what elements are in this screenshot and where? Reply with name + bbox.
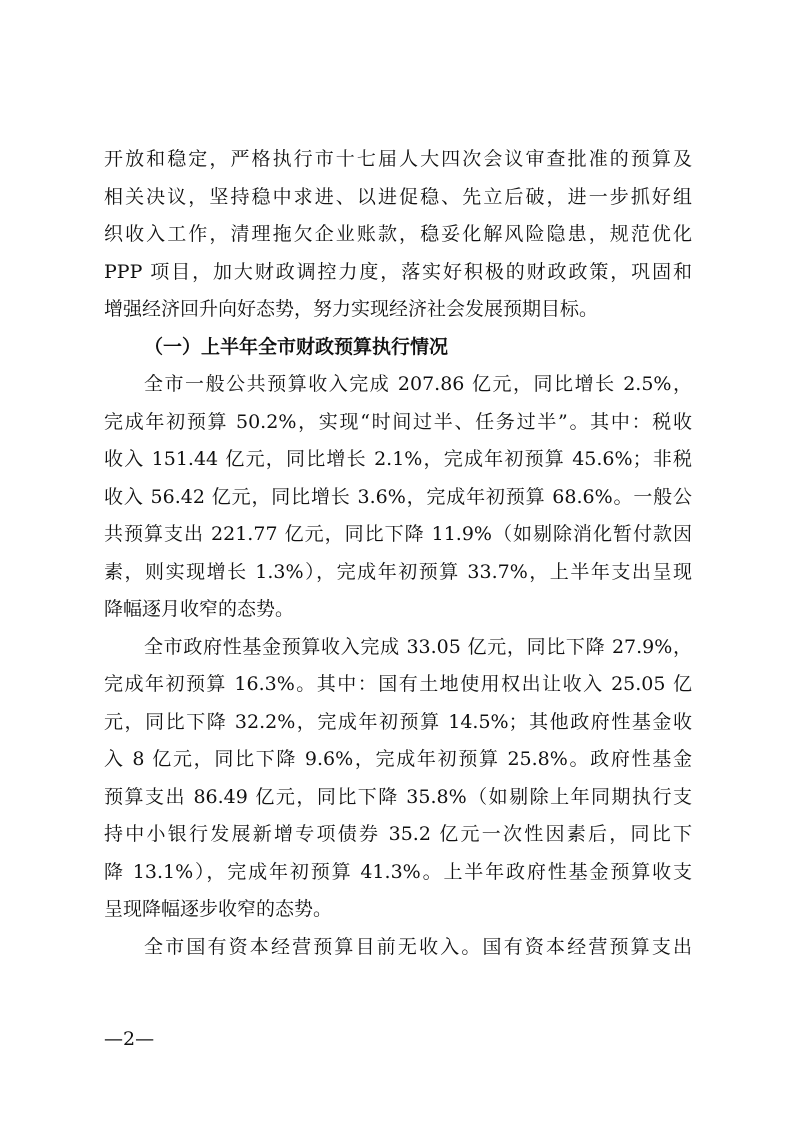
page-number: —2— — [104, 1028, 155, 1050]
paragraph-line: 降幅逐月收窄的态势。 — [104, 598, 295, 620]
paragraph-line: 开放和稳定，严格执行市十七届人大四次会议审查批准的预算及 — [104, 148, 692, 170]
paragraph-line: 全市政府性基金预算收入完成 33.05 亿元，同比下降 27.9%， — [144, 635, 692, 658]
paragraph-line: PPP 项目，加大财政调控力度，落实好积极的财政政策，巩固和 — [104, 260, 692, 283]
paragraph-line: 收入 151.44 亿元，同比增长 2.1%，完成年初预算 45.6%；非税 — [104, 448, 692, 470]
paragraph-line: 完成年初预算 16.3%。其中：国有土地使用权出让收入 25.05 亿 — [104, 673, 692, 695]
paragraph-line: 全市一般公共预算收入完成 207.86 亿元，同比增长 2.5%， — [144, 373, 692, 395]
paragraph-line: 元，同比下降 32.2%，完成年初预算 14.5%；其他政府性基金收 — [104, 710, 692, 733]
paragraph-line: 预算支出 86.49 亿元，同比下降 35.8%（如剔除上年同期执行支 — [104, 785, 692, 808]
paragraph-line: 相关决议，坚持稳中求进、以进促稳、先立后破，进一步抓好组 — [104, 185, 692, 208]
paragraph-line: 呈现降幅逐步收窄的态势。 — [104, 898, 333, 920]
paragraph-line: 完成年初预算 50.2%，实现“时间过半、任务过半”。其中：税收 — [104, 410, 692, 433]
paragraph-line: 降 13.1%），完成年初预算 41.3%。上半年政府性基金预算收支 — [104, 860, 692, 883]
paragraph-line: 增强经济回升向好态势，努力实现经济社会发展预期目标。 — [104, 298, 599, 320]
paragraph-line: 入 8 亿元，同比下降 9.6%，完成年初预算 25.8%。政府性基金 — [104, 748, 692, 770]
paragraph-line: 共预算支出 221.77 亿元，同比下降 11.9%（如剔除消化暂付款因 — [104, 523, 692, 545]
document-body — [104, 141, 692, 966]
section-heading: （一）上半年全市财政预算执行情况 — [144, 335, 449, 358]
paragraph-line: 持中小银行发展新增专项债券 35.2 亿元一次性因素后，同比下 — [104, 823, 692, 845]
paragraph-line: 全市国有资本经营预算目前无收入。国有资本经营预算支出 — [144, 935, 692, 958]
paragraph-line: 织收入工作，清理拖欠企业账款，稳妥化解风险隐患，规范优化 — [104, 223, 692, 245]
paragraph-line: 收入 56.42 亿元，同比增长 3.6%，完成年初预算 68.6%。一般公 — [104, 485, 692, 508]
paragraph-line: 素，则实现增长 1.3%），完成年初预算 33.7%，上半年支出呈现 — [104, 560, 692, 583]
